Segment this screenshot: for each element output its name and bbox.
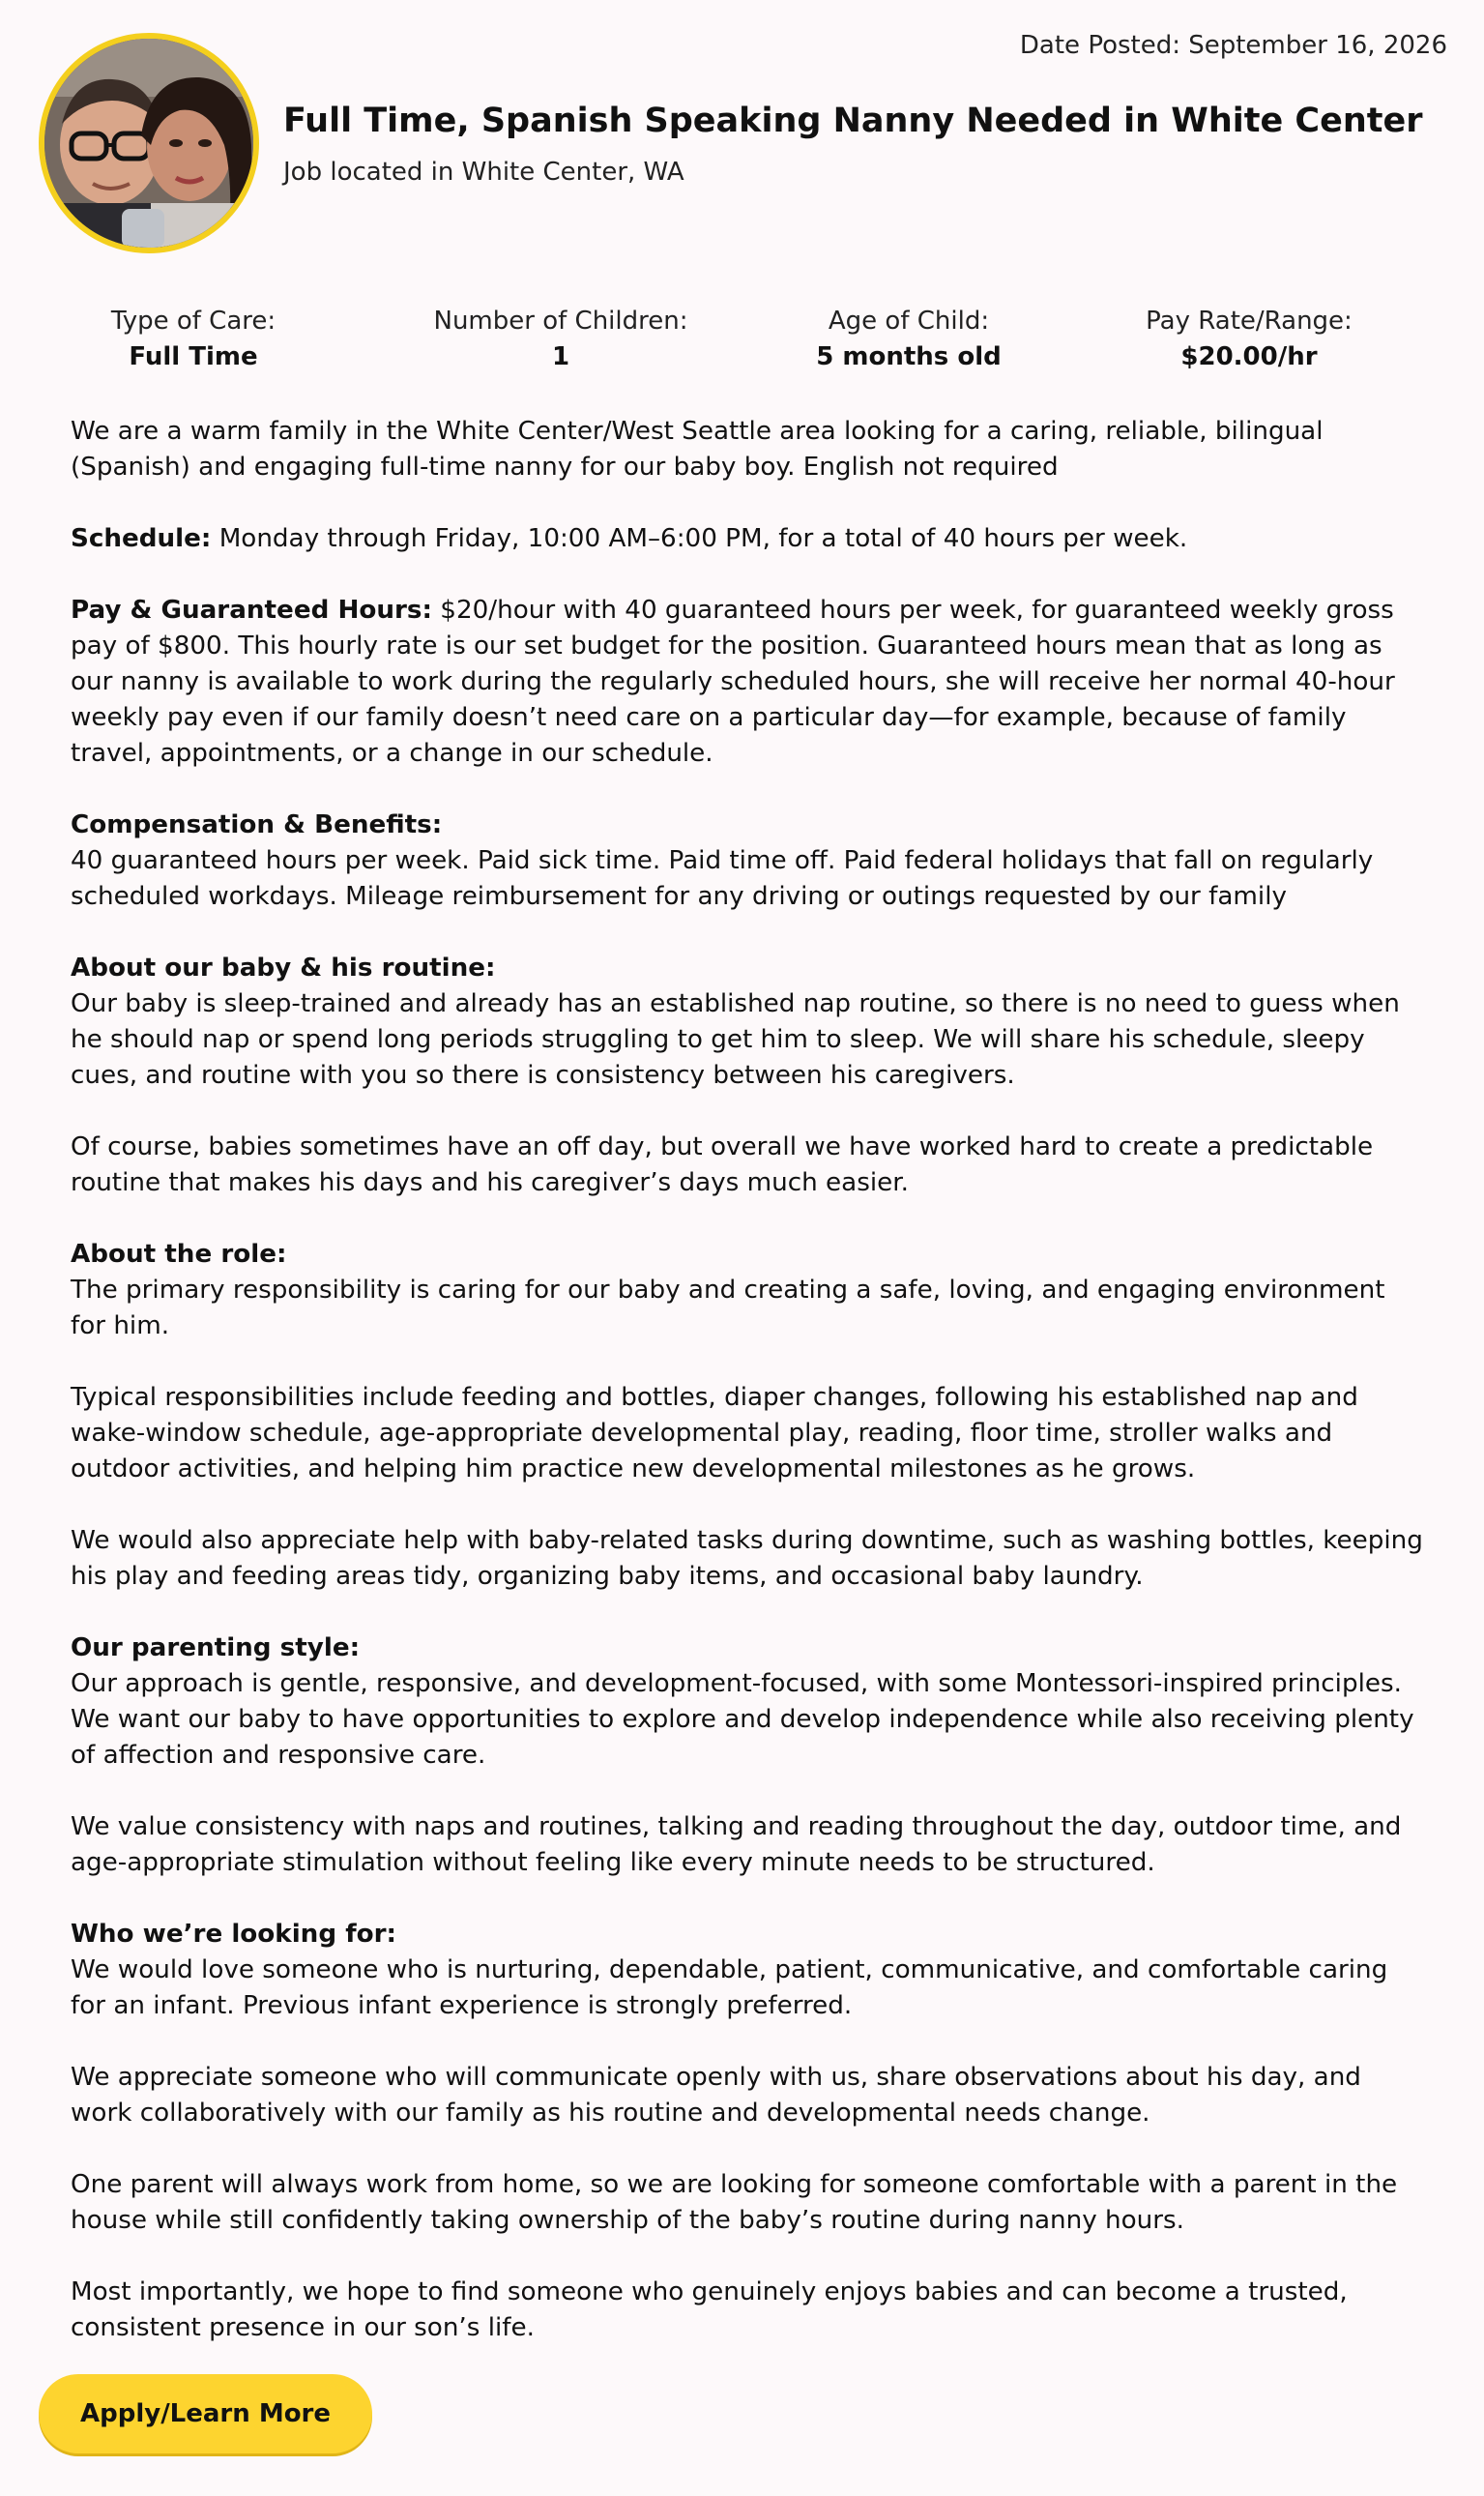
style-paragraph: Our approach is gentle, responsive, and development-focused, with some Montessori-inspired principles. We want our baby to have opportunities to explore and develop independence while also receiving plenty of affection and responsive care.: [71, 1669, 1414, 1770]
role-paragraph: Typical responsibilities include feeding and bottles, diaper changes, following his established nap and wake-window schedule, age-appropriate developmental play, reading, floor time, stroller walks and outdoor activities, and helping him practice new developmental milestones as he grows.: [71, 1383, 1358, 1483]
apply-learn-more-button[interactable]: Apply/Learn More: [39, 2374, 372, 2453]
style-heading-text: Our parenting style:: [71, 1633, 361, 1662]
role-paragraph: We would also appreciate help with baby-related tasks during downtime, such as washing bottles, keeping his play and feeding areas tidy, organizing baby items, and occasional baby laundry.: [71, 1526, 1423, 1591]
baby-paragraph: Our baby is sleep-trained and already has an established nap routine, so there is no need to guess when he should nap or spend long periods struggling to get him to sleep. We will share his schedule, sleepy cues, and routine with you so there is consistency between his caregivers.: [71, 989, 1400, 1090]
looking-heading-text: Who we’re looking for:: [71, 1920, 396, 1949]
looking-paragraph: One parent will always work from home, so we are looking for someone comfortable with a parent in the house while still confidently taking ownership of the baby’s routine during nanny hours.: [71, 2170, 1398, 2235]
summary-value: 5 months old: [816, 342, 1002, 371]
looking-paragraph: Most importantly, we hope to find someone who genuinely enjoys babies and can become a trusted, consistent presence in our son’s life.: [71, 2277, 1348, 2342]
baby-heading: [71, 951, 1424, 986]
style-paragraph: We value consistency with naps and routines, talking and reading throughout the day, outdoor time, and age-appropriate stimulation without feeling like every minute needs to be structured.: [71, 1812, 1402, 1877]
job-title: Full Time, Spanish Speaking Nanny Needed in White Center: [283, 102, 1423, 140]
summary-pay-rate: [1065, 304, 1433, 375]
schedule-text: Monday through Friday, 10:00 AM–6:00 PM, for a total of 40 hours per week.: [211, 524, 1188, 553]
pay-heading: Pay & Guaranteed Hours:: [71, 596, 432, 625]
looking-heading: [71, 1917, 1424, 1953]
summary-label: Pay Rate/Range:: [1146, 307, 1353, 336]
role-heading-text: About the role:: [71, 1240, 287, 1269]
job-location: Job located in White Center, WA: [283, 158, 684, 187]
role-heading: [71, 1237, 1424, 1273]
family-avatar: [39, 33, 259, 253]
summary-age-of-child: [725, 304, 1092, 375]
looking-paragraph: We appreciate someone who will communicate openly with us, share observations about his day, and work collaboratively with our family as his routine and developmental needs change.: [71, 2063, 1361, 2128]
benefits-text: 40 guaranteed hours per week. Paid sick time. Paid time off. Paid federal holidays that fall on regularly scheduled workdays. Mileage reimbursement for any driving or outings requested by our family: [71, 846, 1374, 911]
summary-type-of-care: [10, 304, 377, 375]
summary-number-of-children: [377, 304, 744, 375]
summary-label: Age of Child:: [828, 307, 990, 336]
benefits-heading-text: Compensation & Benefits:: [71, 810, 443, 839]
job-description: [71, 414, 1424, 2346]
baby-heading-text: About our baby & his routine:: [71, 954, 496, 983]
summary-value: Full Time: [129, 342, 258, 371]
schedule-paragraph: [71, 521, 1424, 557]
date-posted: Date Posted: September 16, 2026: [1019, 31, 1447, 60]
job-summary: [0, 304, 1484, 381]
summary-value: 1: [551, 342, 570, 371]
benefits-heading: [71, 808, 1424, 843]
schedule-heading: Schedule:: [71, 524, 212, 553]
baby-paragraph: Of course, babies sometimes have an off day, but overall we have worked hard to create a predictable routine that makes his days and his caregiver’s days much easier.: [71, 1132, 1374, 1197]
role-paragraph: The primary responsibility is caring for our baby and creating a safe, loving, and engaging environment for him.: [71, 1276, 1385, 1340]
style-heading: [71, 1630, 1424, 1666]
summary-label: Type of Care:: [110, 307, 276, 336]
looking-paragraph: We would love someone who is nurturing, dependable, patient, communicative, and comfortable caring for an infant. Previous infant experience is strongly preferred.: [71, 1955, 1388, 2020]
intro-paragraph: We are a warm family in the White Center/West Seattle area looking for a caring, reliable, bilingual (Spanish) and engaging full-time nanny for our baby boy. English not required: [71, 417, 1324, 482]
summary-value: $20.00/hr: [1180, 342, 1318, 371]
summary-label: Number of Children:: [433, 307, 688, 336]
pay-paragraph: [71, 593, 1424, 772]
pay-text: $20/hour with 40 guaranteed hours per week, for guaranteed weekly gross pay of $800. This hourly rate is our set budget for the position. Guaranteed hours mean that as long as our nanny is available to work during the regularly scheduled hours, she will receive her normal 40-hour weekly pay even if our family doesn’t need care on a particular day—for example, because of family travel, appointments, or a change in our schedule.: [71, 596, 1395, 768]
